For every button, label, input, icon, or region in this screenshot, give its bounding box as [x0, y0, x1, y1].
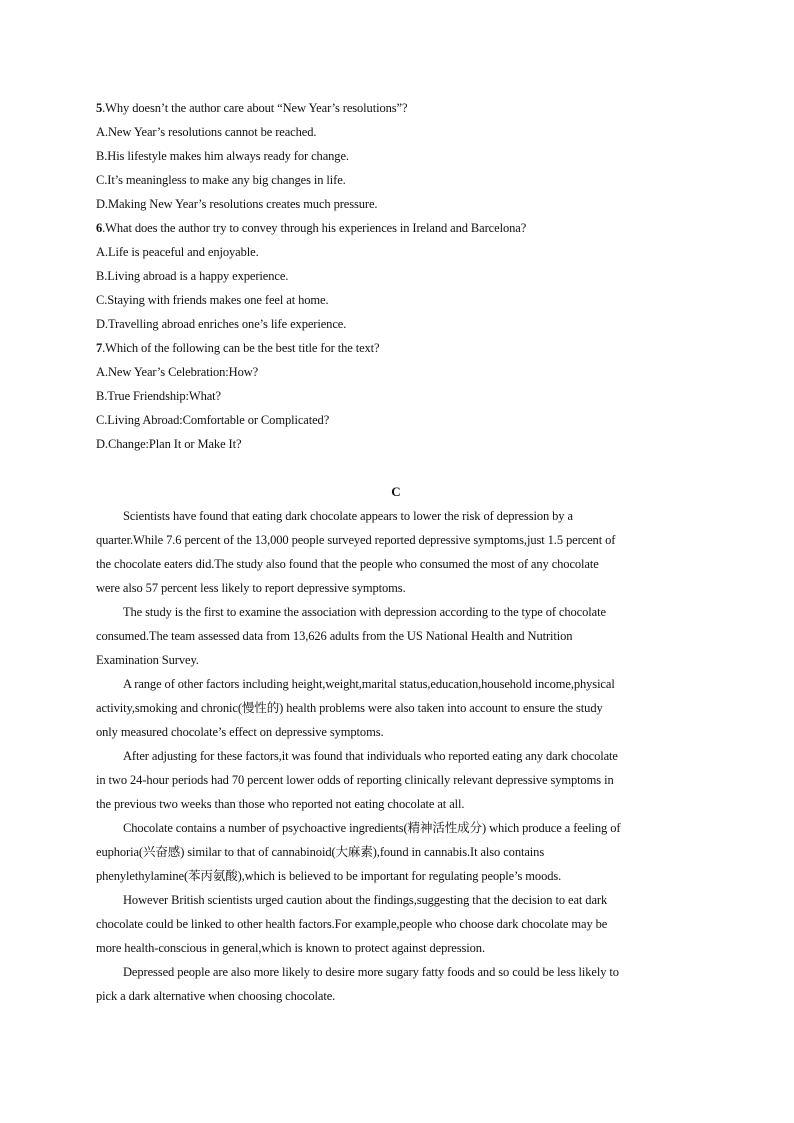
document-page [96, 96, 696, 1008]
paragraph-line: Scientists have found that eating dark chocolate appears to lower the risk of depression by a [123, 509, 573, 523]
question-text: .Why doesn’t the author care about “New Year’s resolutions”? [102, 101, 408, 115]
paragraph-line: However British scientists urged caution about the findings,suggesting that the decision to eat dark [123, 893, 608, 907]
paragraph [96, 744, 696, 816]
paragraph-line: The study is the first to examine the association with depression according to the type of chocolate [123, 605, 606, 619]
question-number: 5 [96, 101, 103, 115]
question-stem [96, 96, 696, 120]
paragraph-line: euphoria(兴奋感) similar to that of cannabinoid(大麻素),found in cannabis.It also contains [96, 845, 545, 859]
question-text: .Which of the following can be the best title for the text? [102, 341, 380, 355]
question-6 [96, 216, 696, 336]
answer-option: B.His lifestyle makes him always ready for change. [96, 149, 349, 163]
answer-option: C.Staying with friends makes one feel at home. [96, 293, 329, 307]
answer-option: D.Travelling abroad enriches one’s life experience. [96, 317, 347, 331]
question-text: .What does the author try to convey through his experiences in Ireland and Barcelona? [102, 221, 527, 235]
passage-body [96, 504, 696, 1008]
paragraph-line: Examination Survey. [96, 653, 199, 667]
paragraph-line: Depressed people are also more likely to desire more sugary fatty foods and so could be less likely to [123, 965, 619, 979]
paragraph-line: pick a dark alternative when choosing chocolate. [96, 989, 336, 1003]
paragraph-line: A range of other factors including height,weight,marital status,education,household income,physical [123, 677, 615, 691]
paragraph [96, 504, 696, 600]
paragraph [96, 816, 696, 888]
paragraph-line: only measured chocolate’s effect on depressive symptoms. [96, 725, 384, 739]
paragraph [96, 600, 696, 672]
question-5 [96, 96, 696, 216]
answer-option: A.New Year’s Celebration:How? [96, 365, 259, 379]
paragraph-line: activity,smoking and chronic(慢性的) health problems were also taken into account to ensure the study [96, 701, 603, 715]
passage-title: C [391, 484, 401, 499]
answer-option: B.Living abroad is a happy experience. [96, 269, 289, 283]
answer-option: A.New Year’s resolutions cannot be reached. [96, 125, 317, 139]
question-7 [96, 336, 696, 456]
answer-option: A.Life is peaceful and enjoyable. [96, 245, 259, 259]
paragraph-line: were also 57 percent less likely to report depressive symptoms. [96, 581, 406, 595]
answer-option: C.It’s meaningless to make any big changes in life. [96, 173, 346, 187]
answer-option: D.Making New Year’s resolutions creates much pressure. [96, 197, 378, 211]
question-stem [96, 336, 696, 360]
question-number: 7 [96, 341, 103, 355]
paragraph-line: in two 24-hour periods had 70 percent lower odds of reporting clinically relevant depressive symptoms in [96, 773, 614, 787]
question-stem [96, 216, 696, 240]
paragraph-line: consumed.The team assessed data from 13,626 adults from the US National Health and Nutrition [96, 629, 573, 643]
paragraph-line: phenylethylamine(苯丙氨酸),which is believed to be important for regulating people’s moods. [96, 869, 562, 883]
paragraph [96, 888, 696, 960]
answer-option: C.Living Abroad:Comfortable or Complicated? [96, 413, 330, 427]
paragraph-line: more health-conscious in general,which is known to protect against depression. [96, 941, 485, 955]
section-spacer [96, 456, 696, 480]
paragraph-line: the chocolate eaters did.The study also found that the people who consumed the most of any chocolate [96, 557, 599, 571]
paragraph-line: After adjusting for these factors,it was found that individuals who reported eating any dark chocolate [123, 749, 618, 763]
paragraph-line: the previous two weeks than those who reported not eating chocolate at all. [96, 797, 465, 811]
paragraph-line: quarter.While 7.6 percent of the 13,000 people surveyed reported depressive symptoms,just 1.5 percent of [96, 533, 616, 547]
paragraph [96, 672, 696, 744]
answer-option: B.True Friendship:What? [96, 389, 222, 403]
answer-option: D.Change:Plan It or Make It? [96, 437, 242, 451]
paragraph-line: chocolate could be linked to other health factors.For example,people who choose dark chocolate may be [96, 917, 608, 931]
paragraph-line: Chocolate contains a number of psychoactive ingredients(精神活性成分) which produce a feeling of [123, 821, 621, 835]
question-number: 6 [96, 221, 103, 235]
paragraph [96, 960, 696, 1008]
